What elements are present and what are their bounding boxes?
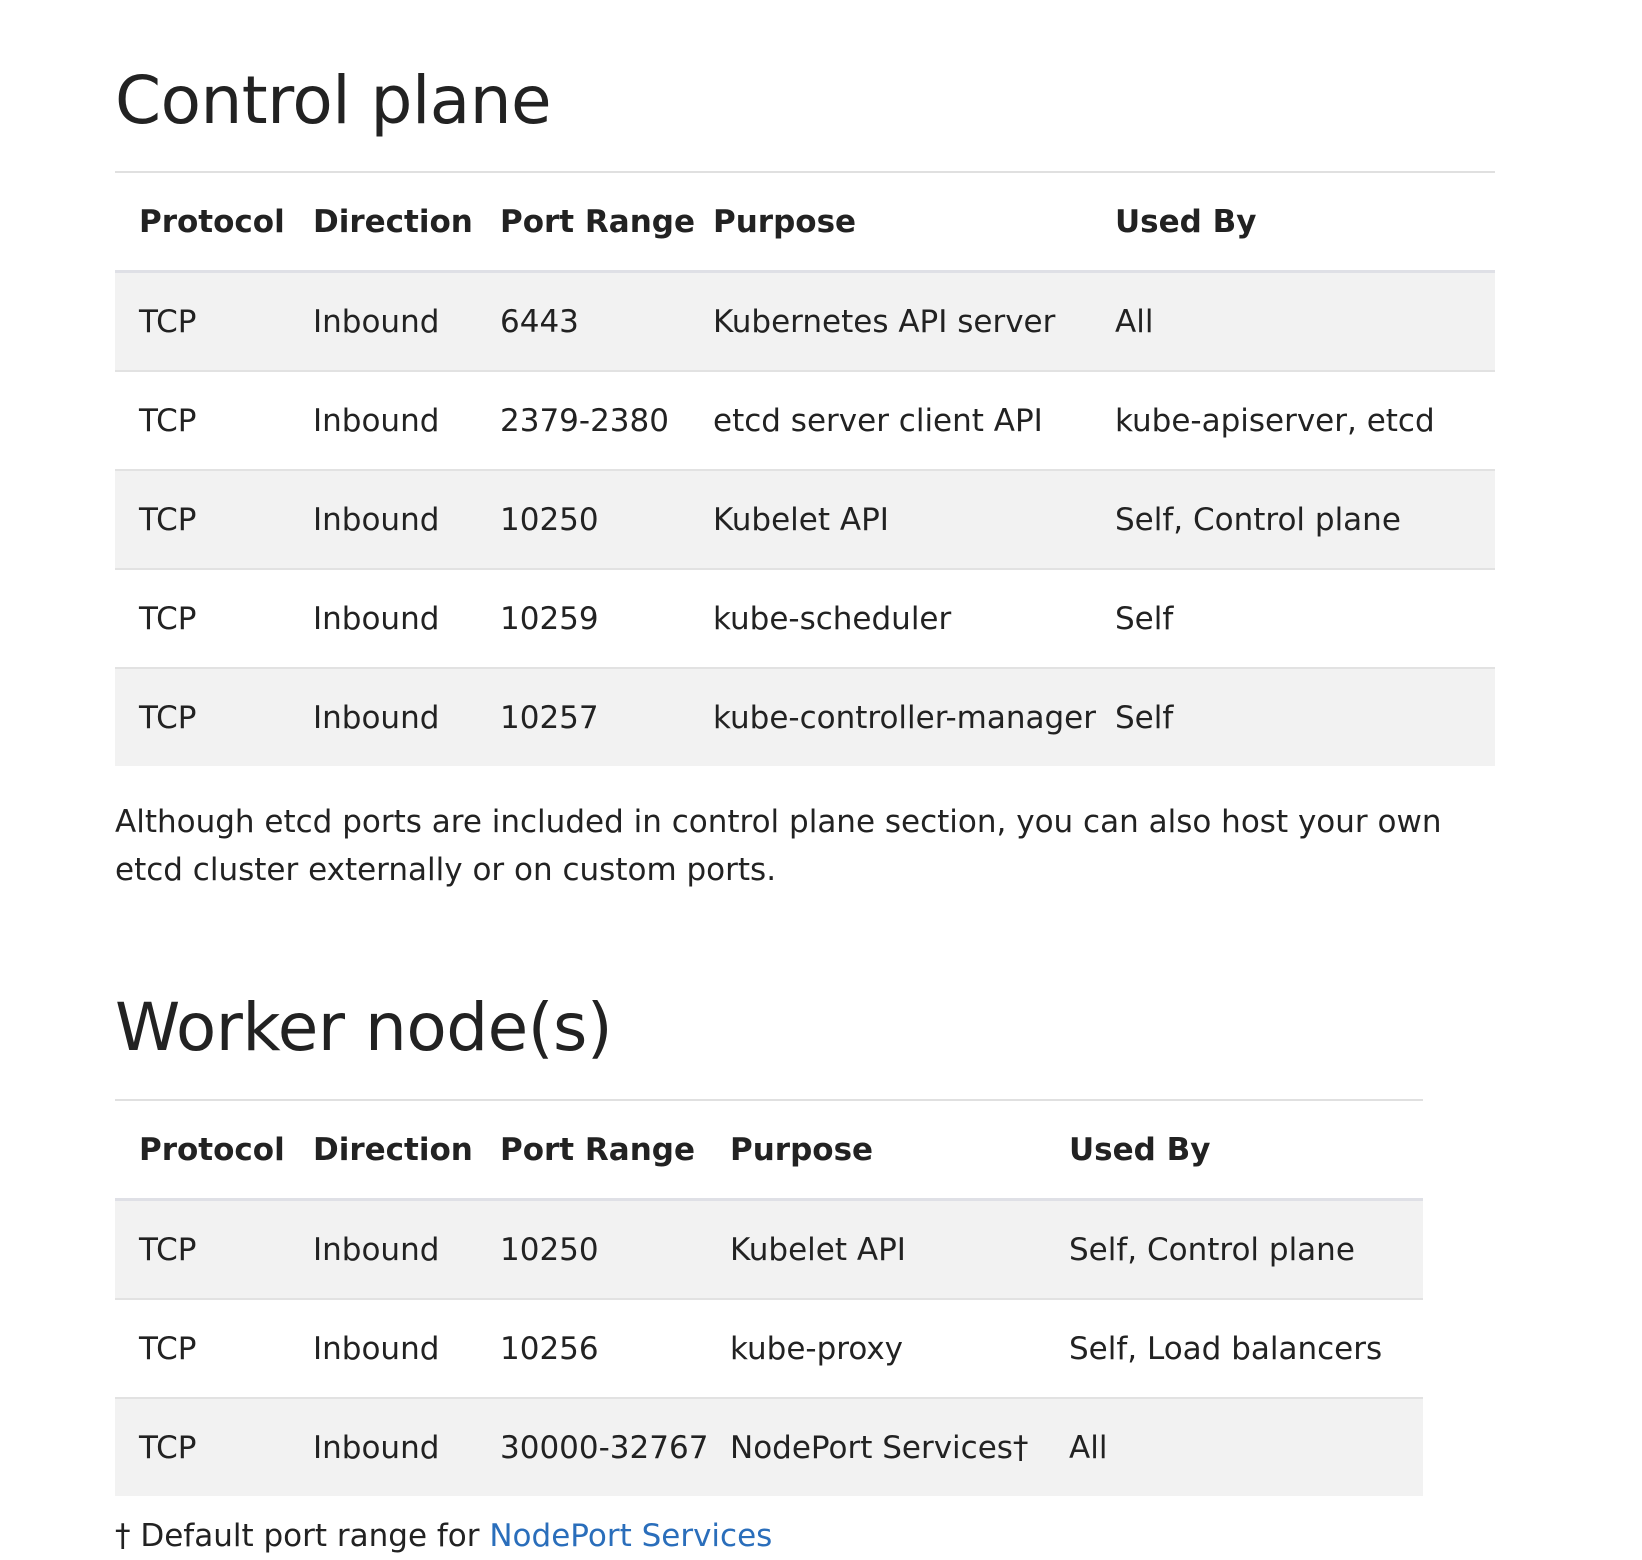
nodeport-footnote: [115, 1512, 772, 1560]
control-plane-ports-table: [115, 171, 1495, 766]
cell-protocol: TCP: [115, 1398, 289, 1496]
cell-port-range: 2379-2380: [476, 371, 689, 470]
cell-direction: Inbound: [313, 1231, 440, 1268]
table-row: [115, 272, 1495, 372]
column-header-protocol: Protocol: [139, 1131, 285, 1168]
cell-used-by: Self: [1091, 668, 1495, 766]
cell-purpose: NodePort Services†: [706, 1398, 1045, 1496]
column-header-purpose: Purpose: [713, 203, 857, 240]
cell-port-range: 10250: [476, 470, 689, 569]
column-header-direction: Direction: [313, 1131, 473, 1168]
cell-port-range: 10259: [476, 569, 689, 668]
table-header-row: [115, 1100, 1423, 1200]
cell-protocol: TCP: [139, 1231, 197, 1268]
cell-port-range: 10256: [476, 1299, 706, 1398]
cell-purpose: Kubelet API: [689, 470, 1091, 569]
cell-purpose: kube-proxy: [706, 1299, 1045, 1398]
cell-used-by: Self, Control plane: [1069, 1231, 1355, 1268]
cell-direction: Inbound: [313, 303, 440, 340]
cell-purpose: kube-controller-manager: [689, 668, 1091, 766]
cell-protocol: TCP: [115, 668, 289, 766]
table-header-row: [115, 172, 1495, 272]
cell-used-by: All: [1045, 1398, 1423, 1496]
cell-direction: Inbound: [289, 371, 476, 470]
cell-protocol: TCP: [115, 371, 289, 470]
table-row: [115, 668, 1495, 766]
cell-used-by: Self: [1091, 569, 1495, 668]
column-header-protocol: Protocol: [139, 203, 285, 240]
cell-direction: Inbound: [289, 470, 476, 569]
table-row: [115, 1398, 1423, 1496]
cell-used-by: Self, Load balancers: [1045, 1299, 1423, 1398]
cell-used-by: Self, Control plane: [1091, 470, 1495, 569]
column-header-direction: Direction: [313, 203, 473, 240]
footnote-text: † Default port range for: [115, 1518, 490, 1554]
cell-direction: Inbound: [289, 1398, 476, 1496]
column-header-purpose: Purpose: [730, 1131, 874, 1168]
column-header-port-range: Port Range: [500, 1131, 695, 1168]
cell-port-range: 30000-32767: [476, 1398, 706, 1496]
table-row: [115, 569, 1495, 668]
etcd-note-paragraph: Although etcd ports are included in control plane section, you can also host your own etcd cluster externally or on custom ports.: [115, 804, 1442, 888]
table-row: [115, 1299, 1423, 1398]
table-row: [115, 1200, 1423, 1300]
cell-used-by: All: [1115, 303, 1154, 340]
cell-used-by: kube-apiserver, etcd: [1091, 371, 1495, 470]
table-row: [115, 470, 1495, 569]
worker-nodes-heading: Worker node(s): [115, 989, 613, 1066]
cell-direction: Inbound: [289, 569, 476, 668]
cell-direction: Inbound: [289, 1299, 476, 1398]
cell-purpose: Kubelet API: [730, 1231, 906, 1268]
cell-protocol: TCP: [115, 569, 289, 668]
cell-protocol: TCP: [115, 1299, 289, 1398]
control-plane-heading: Control plane: [115, 62, 552, 139]
cell-direction: Inbound: [289, 668, 476, 766]
cell-purpose: etcd server client API: [689, 371, 1091, 470]
cell-purpose: Kubernetes API server: [713, 303, 1056, 340]
cell-protocol: TCP: [139, 303, 197, 340]
nodeport-services-link[interactable]: NodePort Services: [489, 1518, 773, 1554]
table-row: [115, 371, 1495, 470]
cell-port-range: 10250: [500, 1231, 599, 1268]
cell-port-range: 6443: [500, 303, 579, 340]
column-header-used-by: Used By: [1115, 203, 1257, 240]
column-header-port-range: Port Range: [500, 203, 695, 240]
cell-protocol: TCP: [115, 470, 289, 569]
cell-port-range: 10257: [476, 668, 689, 766]
cell-purpose: kube-scheduler: [689, 569, 1091, 668]
worker-nodes-ports-table: [115, 1099, 1423, 1496]
column-header-used-by: Used By: [1069, 1131, 1211, 1168]
